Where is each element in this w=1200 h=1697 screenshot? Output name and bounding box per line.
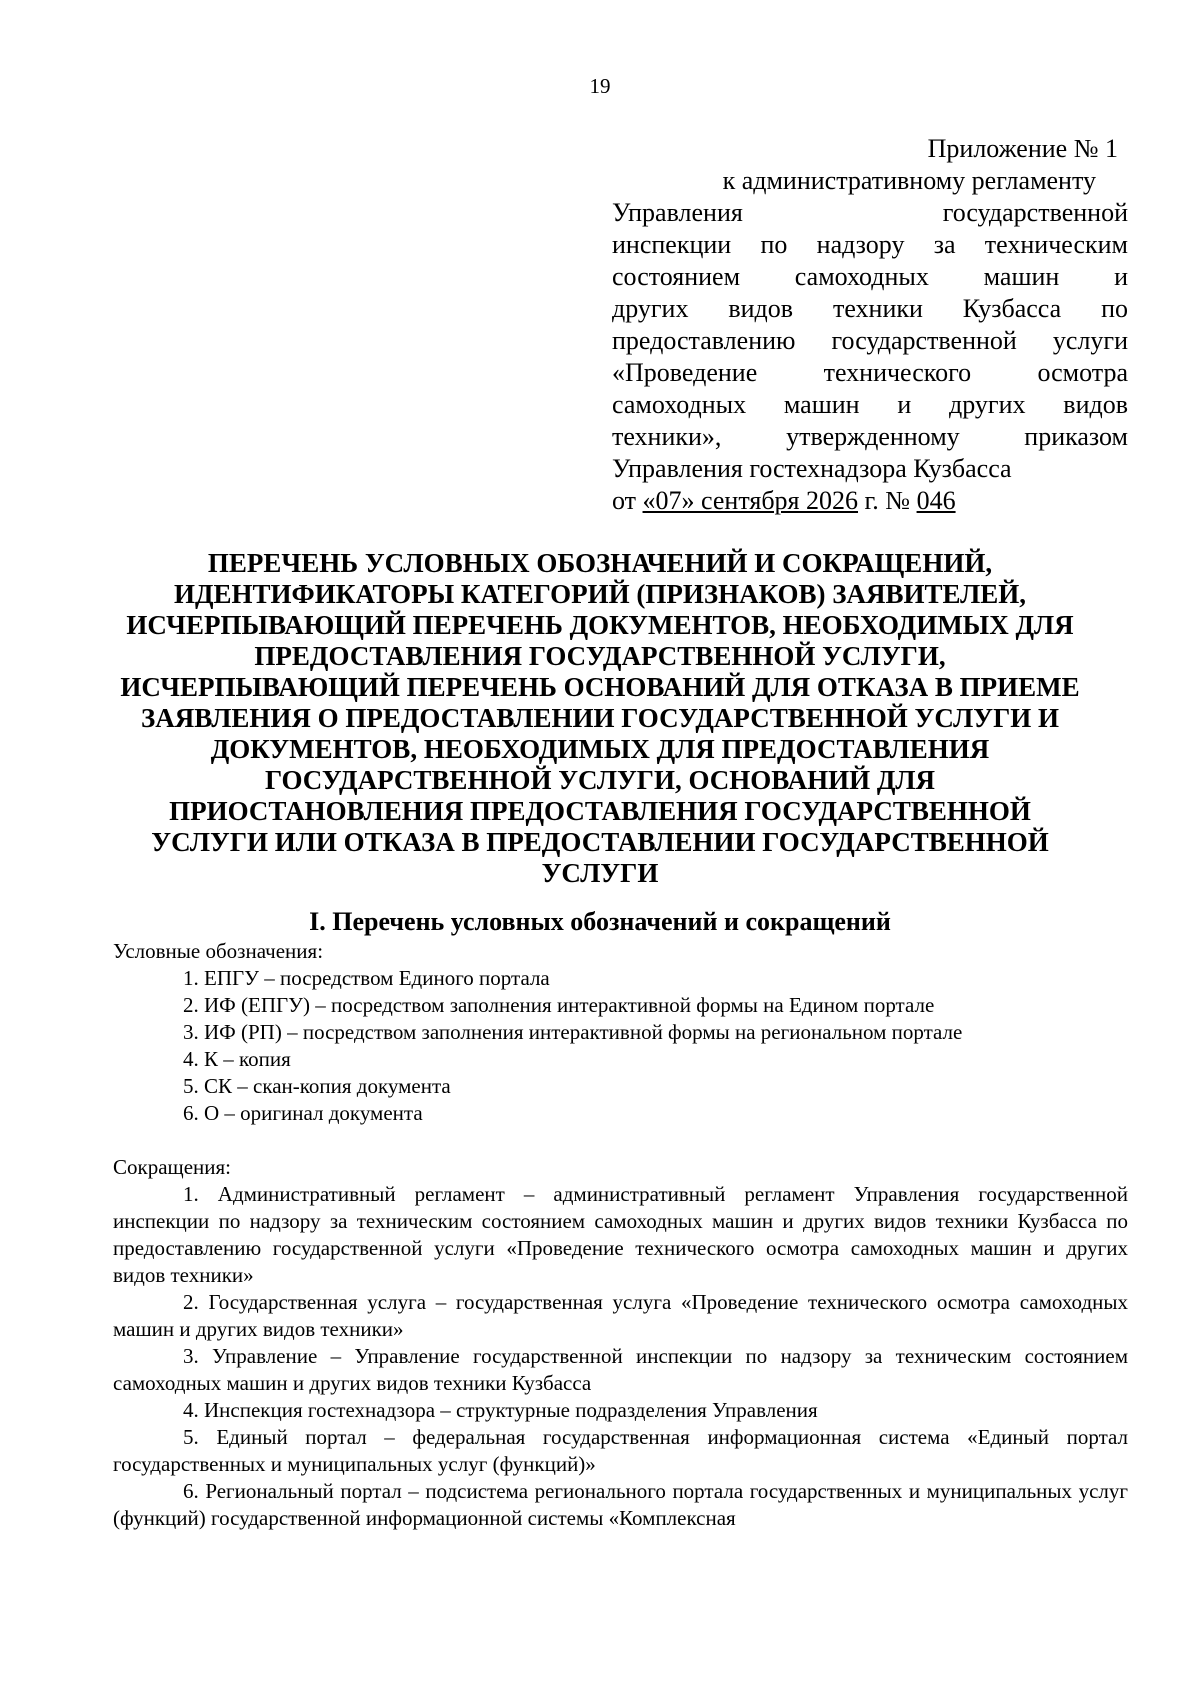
main-title: [90, 548, 1110, 889]
appendix-header: [612, 133, 1128, 517]
order-number: 046: [916, 486, 956, 515]
section-title: I. Перечень условных обозначений и сокращений: [309, 907, 891, 936]
page-number: 19: [589, 74, 611, 98]
legend-item: 6. О – оригинал документа: [183, 1101, 423, 1125]
appendix-date-line: [612, 485, 1128, 517]
abbr-item: 4. Инспекция гостехнадзора – структурные подразделения Управления: [183, 1398, 818, 1422]
abbr-item: 3. Управление – Управление государственной инспекции по надзору за техническим состоянием самоходных машин и других видов техники Кузбасса: [113, 1344, 1128, 1395]
main-title-line: ИДЕНТИФИКАТОРЫ КАТЕГОРИЙ (ПРИЗНАКОВ) ЗАЯВИТЕЛЕЙ,: [173, 579, 1027, 609]
legend-item: 2. ИФ (ЕПГУ) – посредством заполнения интерактивной формы на Едином портале: [183, 993, 935, 1017]
legend-item: 3. ИФ (РП) – посредством заполнения интерактивной формы на региональном портале: [183, 1020, 963, 1044]
appendix-body-line: других видов техники Кузбасса по: [612, 294, 1128, 323]
abbr-item: 6. Региональный портал – подсистема регионального портала государственных и муниципальных услуг (функций) государственной информационной системы «Комплексная: [113, 1479, 1128, 1530]
legend-item: 5. СК – скан-копия документа: [183, 1074, 451, 1098]
main-title-line: ДОКУМЕНТОВ, НЕОБХОДИМЫХ ДЛЯ ПРЕДОСТАВЛЕНИЯ: [210, 734, 990, 764]
main-title-line: УСЛУГИ ИЛИ ОТКАЗА В ПРЕДОСТАВЛЕНИИ ГОСУДАРСТВЕННОЙ: [151, 827, 1049, 857]
spacer: [113, 1127, 1128, 1154]
abbr-label: Сокращения:: [113, 1155, 231, 1179]
main-title-line: УСЛУГИ: [541, 858, 659, 888]
main-title-line: ГОСУДАРСТВЕННОЙ УСЛУГИ, ОСНОВАНИЙ ДЛЯ: [264, 765, 936, 795]
appendix-body-line: Управления государственной: [612, 198, 1128, 227]
main-title-line: ПРИОСТАНОВЛЕНИЯ ПРЕДОСТАВЛЕНИЯ ГОСУДАРСТВЕННОЙ: [169, 796, 1031, 826]
appendix-body-line: инспекции по надзору за техническим: [612, 230, 1128, 259]
appendix-body-line: самоходных машин и других видов: [612, 390, 1128, 419]
legend-item: 1. ЕПГУ – посредством Единого портала: [183, 966, 550, 990]
date-prefix: от: [612, 486, 643, 515]
main-title-line: ЗАЯВЛЕНИЯ О ПРЕДОСТАВЛЕНИИ ГОСУДАРСТВЕННОЙ УСЛУГИ И: [140, 703, 1060, 733]
appendix-body-line: техники», утвержденному приказом: [612, 422, 1128, 451]
appendix-body-line: состоянием самоходных машин и: [612, 262, 1128, 291]
date-middle: г. №: [858, 486, 917, 515]
appendix-body-line: «Проведение технического осмотра: [612, 358, 1128, 387]
content-body: [113, 938, 1128, 1532]
appendix-subtitle: к административному регламенту: [722, 166, 1096, 195]
main-title-line: ИСЧЕРПЫВАЮЩИЙ ПЕРЕЧЕНЬ ДОКУМЕНТОВ, НЕОБХОДИМЫХ ДЛЯ: [126, 610, 1074, 640]
legend-label: Условные обозначения:: [113, 939, 324, 963]
abbr-item: 2. Государственная услуга – государственная услуга «Проведение технического осмотра самоходных машин и других видов техники»: [113, 1290, 1128, 1341]
appendix-title: Приложение № 1: [927, 134, 1118, 163]
appendix-body-line: Управления гостехнадзора Кузбасса: [612, 454, 1012, 483]
appendix-body: [612, 197, 1128, 485]
main-title-line: ПЕРЕЧЕНЬ УСЛОВНЫХ ОБОЗНАЧЕНИЙ И СОКРАЩЕНИЙ,: [207, 548, 993, 578]
order-date: «07» сентября 2026: [642, 486, 859, 515]
legend-list: [113, 965, 1128, 1127]
main-title-line: ПРЕДОСТАВЛЕНИЯ ГОСУДАРСТВЕННОЙ УСЛУГИ,: [254, 641, 946, 671]
abbr-item: 1. Административный регламент – административный регламент Управления государственной инспекции по надзору за техническим состоянием самоходных машин и других видов техники Кузбасса по предоставлению государственной услуги «Проведение технического осмотра самоходных машин и других видов техники»: [113, 1182, 1128, 1287]
main-title-line: ИСЧЕРПЫВАЮЩИЙ ПЕРЕЧЕНЬ ОСНОВАНИЙ ДЛЯ ОТКАЗА В ПРИЕМЕ: [120, 672, 1080, 702]
abbr-item: 5. Единый портал – федеральная государственная информационная система «Единый портал государственных и муниципальных услуг (функций)»: [113, 1425, 1128, 1476]
appendix-body-line: предоставлению государственной услуги: [612, 326, 1128, 355]
legend-item: 4. К – копия: [183, 1047, 291, 1071]
